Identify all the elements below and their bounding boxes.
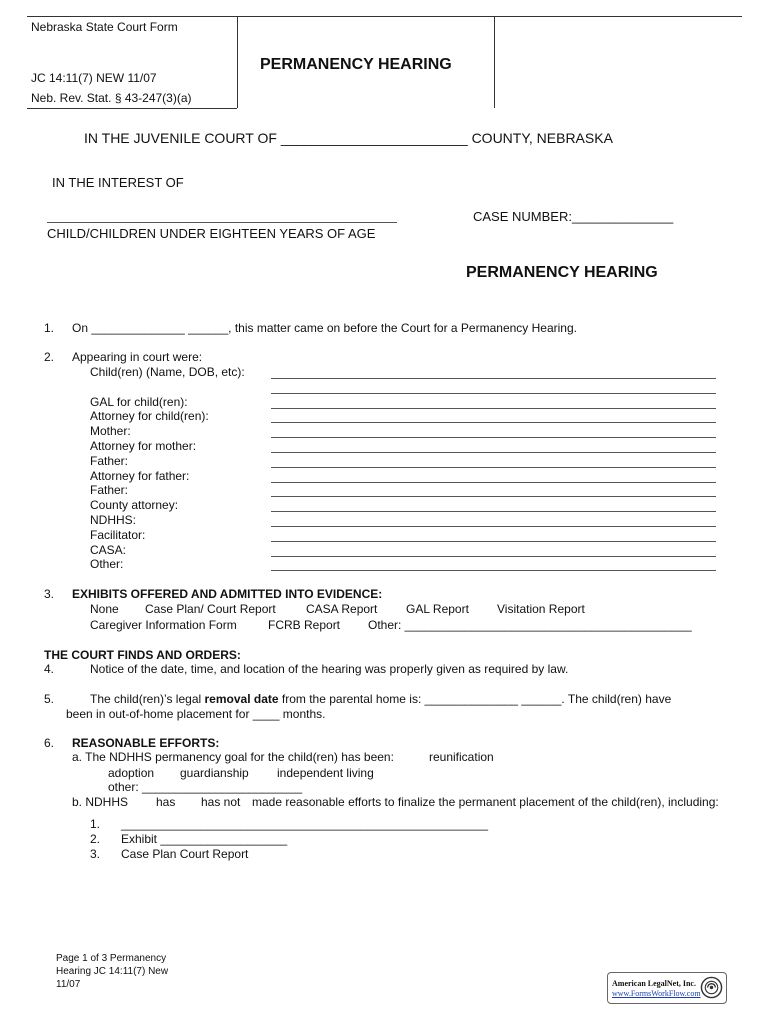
exhibit-option-casa-report[interactable]: CASA Report <box>306 602 378 616</box>
participant-fill-line[interactable] <box>271 422 716 423</box>
item4-text: Notice of the date, time, and location of the hearing was properly given as required by law. <box>90 662 569 676</box>
exhibit-option-fcrb-report[interactable]: FCRB Report <box>268 618 341 632</box>
participant-label: Attorney for mother: <box>90 439 197 453</box>
logo-emblem-icon <box>700 976 723 999</box>
participant-label: Other: <box>90 557 124 572</box>
logo-url-link[interactable]: www.FormsWorkFlow.com <box>612 989 701 998</box>
main-title: PERMANENCY HEARING <box>466 264 658 281</box>
participant-fill-line[interactable] <box>271 511 716 512</box>
participant-fill-line[interactable] <box>271 526 716 527</box>
participant-fill-line[interactable] <box>271 541 716 542</box>
goal-option-reunification[interactable]: reunification <box>429 750 494 764</box>
ndhhs-option-has[interactable]: has <box>156 795 176 809</box>
child-caption: CHILD/CHILDREN UNDER EIGHTEEN YEARS OF AGE <box>47 226 376 241</box>
ndhhs-efforts-text: made reasonable efforts to finalize the permanent placement of the child(ren), including: <box>252 795 719 809</box>
participant-label: Mother: <box>90 424 131 439</box>
participant-label: Child(ren) (Name, DOB, etc): <box>90 365 245 379</box>
item4-number: 4. <box>44 662 55 676</box>
participant-label: Attorney for child(ren): <box>90 409 209 424</box>
participant-label: Father: <box>90 453 129 468</box>
american-legalnet-logo <box>607 972 727 1004</box>
participant-fill-line[interactable] <box>271 482 716 483</box>
participant-label: Father: <box>90 483 129 498</box>
exhibit-option-other[interactable]: Other: ___________________________________________ <box>368 618 692 632</box>
item5-removal-date-label: removal date <box>204 692 279 706</box>
participant-fill-line[interactable] <box>271 570 716 571</box>
exhibit-option-caregiver-form[interactable]: Caregiver Information Form <box>90 618 237 632</box>
participant-label: County attorney: <box>90 498 179 513</box>
item2-heading: Appearing in court were: <box>72 350 203 364</box>
effort-3-number: 3. <box>90 847 101 861</box>
participant-fill-line[interactable] <box>271 408 716 409</box>
exhibits-heading: EXHIBITS OFFERED AND ADMITTED INTO EVIDENCE: <box>72 587 383 601</box>
effort-3-text: Case Plan Court Report <box>121 847 249 861</box>
participant-fill-line[interactable] <box>271 467 716 468</box>
reasonable-efforts-heading: REASONABLE EFFORTS: <box>72 736 220 750</box>
ndhhs-label: b. NDHHS <box>72 795 129 809</box>
participant-label: NDHHS: <box>90 513 137 527</box>
effort-2-field[interactable]: Exhibit ___________________ <box>121 832 288 846</box>
participant-fill-line[interactable] <box>271 437 716 438</box>
participant-fill-line[interactable] <box>271 556 716 557</box>
goal-option-other[interactable]: other: ________________________ <box>108 780 303 794</box>
goal-option-independent-living[interactable]: independent living <box>277 766 374 780</box>
findings-heading: THE COURT FINDS AND ORDERS: <box>44 648 241 662</box>
effort-1-number: 1. <box>90 817 101 831</box>
goal-line: a. The NDHHS permanency goal for the child(ren) has been: <box>72 750 394 764</box>
item5-post: from the parental home is: ______________ ______. The child(ren) have <box>278 692 672 706</box>
goal-option-adoption[interactable]: adoption <box>108 766 155 780</box>
item5-pre: The child(ren)’s legal <box>90 692 205 706</box>
goal-option-guardianship[interactable]: guardianship <box>180 766 249 780</box>
header-divider-left <box>237 16 238 108</box>
ndhhs-option-has-not[interactable]: has not <box>201 795 241 809</box>
child-name-line[interactable] <box>47 222 397 223</box>
participant-label: Attorney for father: <box>90 468 190 483</box>
header-box-title: PERMANENCY HEARING <box>260 56 452 73</box>
effort-1-field[interactable]: _______________________________________________________ <box>121 817 489 831</box>
exhibit-option-gal-report[interactable]: GAL Report <box>406 602 469 616</box>
header-top-rule <box>27 16 742 17</box>
court-line: IN THE JUVENILE COURT OF ________________________ COUNTY, NEBRASKA <box>84 130 613 146</box>
participant-label: GAL for child(ren): <box>90 394 188 409</box>
item5-line1 <box>90 692 671 707</box>
item5-line2: been in out-of-home placement for ____ months. <box>66 707 326 721</box>
exhibit-option-none[interactable]: None <box>90 602 119 616</box>
item1-text: On ______________ ______, this matter came on before the Court for a Permanency Hearing. <box>72 321 577 335</box>
interest-of-label: IN THE INTEREST OF <box>52 175 184 190</box>
effort-2-number: 2. <box>90 832 101 846</box>
exhibit-option-visitation-report[interactable]: Visitation Report <box>497 602 585 616</box>
case-number-field[interactable]: CASE NUMBER:______________ <box>473 209 674 224</box>
item1-number: 1. <box>44 321 55 335</box>
participant-fill-line[interactable] <box>271 378 716 379</box>
state-form-label: Nebraska State Court Form <box>31 20 178 34</box>
participant-fill-line[interactable] <box>271 393 716 394</box>
item6-number: 6. <box>44 736 55 750</box>
statute-reference: Neb. Rev. Stat. § 43-247(3)(a) <box>31 91 192 105</box>
form-code: JC 14:11(7) NEW 11/07 <box>31 71 157 85</box>
participant-fill-line[interactable] <box>271 452 716 453</box>
exhibit-option-case-plan[interactable]: Case Plan/ Court Report <box>145 602 276 616</box>
item3-number: 3. <box>44 587 55 601</box>
participant-label: CASA: <box>90 542 127 557</box>
participant-fill-line[interactable] <box>271 496 716 497</box>
page-footer: Page 1 of 3 Permanency Hearing JC 14:11(7) New 11/07 <box>56 953 169 990</box>
header-bottom-rule <box>27 108 237 109</box>
item2-number: 2. <box>44 350 55 364</box>
header-divider-right <box>494 16 495 108</box>
participant-label: Facilitator: <box>90 527 146 542</box>
item5-number: 5. <box>44 692 55 706</box>
logo-company-name: American LegalNet, Inc. <box>612 979 696 988</box>
